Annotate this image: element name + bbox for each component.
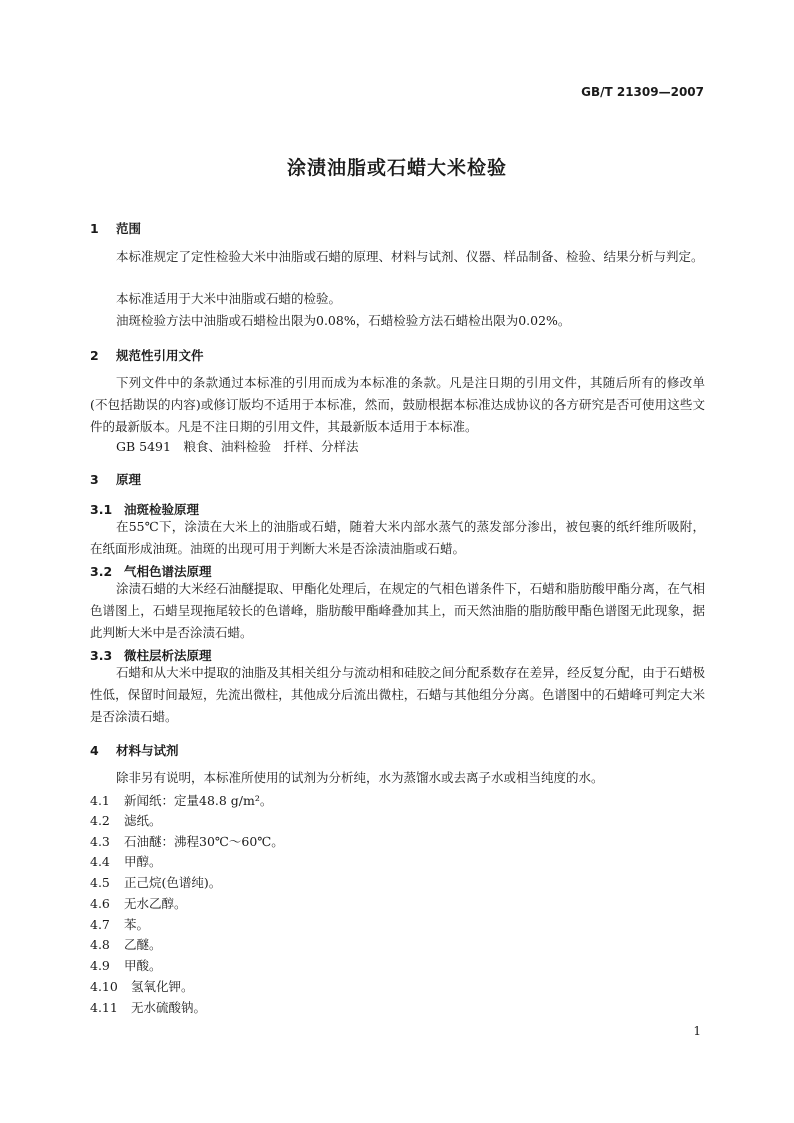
- list-item: [90, 791, 272, 811]
- section-heading-normative-references: [90, 346, 204, 364]
- paragraph: 除非另有说明，本标准所使用的试剂为分析纯，水为蒸馏水或去离子水或相当纯度的水。: [116, 770, 604, 785]
- item-number: 4.5: [90, 875, 110, 890]
- paragraph: 在55℃下，涂渍在大米上的油脂或石蜡，随着大米内部水蒸气的蒸发部分渗出，被包裹的纸纤维所吸附，在纸面形成油斑。油斑的出现可用于判断大米是否涂渍油脂或石蜡。: [90, 519, 705, 556]
- paragraph: 涂渍石蜡的大米经石油醚提取、甲酯化处理后，在规定的气相色谱条件下，石蜡和脂肪酸甲酯分离，在气相色谱图上，石蜡呈现拖尾较长的色谱峰，脂肪酸甲酯峰叠加其上，而天然油脂的脂肪酸甲酯色谱图无此现象，据此判断大米中是否涂渍石蜡。: [90, 581, 705, 640]
- section-number: 4: [90, 743, 99, 758]
- section-heading-materials-reagents: [90, 741, 179, 759]
- item-text: 氢氧化钾。: [131, 979, 194, 994]
- section-title: 范围: [116, 221, 142, 236]
- item-text: 正己烷(色谱纯)。: [124, 875, 222, 890]
- item-number: 4.4: [90, 854, 110, 869]
- item-number: 4.2: [90, 813, 110, 828]
- section-number: 2: [90, 348, 99, 363]
- list-item: [90, 873, 221, 893]
- section-title: 原理: [116, 472, 142, 487]
- paragraph: 石蜡和从大米中提取的油脂及其相关组分与流动相和硅胶之间分配系数存在差异，经反复分配，由于石蜡极性低，保留时间最短，先流出微柱，其他成分后流出微柱，石蜡与其他组分分离。色谱图中的石蜡峰可判定大米是否涂渍石蜡。: [90, 665, 705, 724]
- list-item: [90, 832, 284, 852]
- page-number: 1: [693, 1024, 701, 1038]
- section-heading-principle: [90, 470, 141, 488]
- paragraph: 油斑检验方法中油脂或石蜡检出限为0.08%，石蜡检验方法石蜡检出限为0.02%。: [116, 313, 571, 328]
- item-text: 新闻纸：定量48.8 g/m²。: [124, 793, 273, 808]
- subsection-number: 3.1: [90, 502, 113, 517]
- reference-entry: GB 5491 粮食、油料检验 扦样、分样法: [116, 439, 359, 454]
- paragraph: 本标准适用于大米中油脂或石蜡的检验。: [116, 291, 342, 306]
- subsection-title: 油斑检验原理: [124, 502, 200, 517]
- item-number: 4.9: [90, 958, 110, 973]
- list-item: [90, 915, 149, 935]
- list-item: [90, 998, 206, 1018]
- section-title: 材料与试剂: [116, 743, 179, 758]
- item-text: 乙醚。: [124, 937, 162, 952]
- item-number: 4.3: [90, 834, 110, 849]
- list-item: [90, 935, 162, 955]
- item-number: 4.11: [90, 1000, 118, 1015]
- paragraph: 下列文件中的条款通过本标准的引用而成为本标准的条款。凡是注日期的引用文件，其随后所有的修改单(不包括勘误的内容)或修订版均不适用于本标准，然而，鼓励根据本标准达成协议的各方研究是否可使用这些文件的最新版本。凡是不注日期的引用文件，其最新版本适用于本标准。: [90, 375, 705, 434]
- list-item: [90, 852, 162, 872]
- list-item: [90, 977, 194, 997]
- item-number: 4.6: [90, 896, 110, 911]
- section-number: 1: [90, 221, 99, 236]
- item-text: 滤纸。: [124, 813, 162, 828]
- item-text: 甲醇。: [124, 854, 162, 869]
- item-number: 4.8: [90, 937, 110, 952]
- item-number: 4.1: [90, 793, 110, 808]
- document-title: 涂渍油脂或石蜡大米检验: [286, 157, 507, 179]
- item-text: 无水乙醇。: [124, 896, 187, 911]
- standard-code: GB/T 21309—2007: [581, 85, 704, 99]
- subsection-number: 3.3: [90, 648, 113, 663]
- item-text: 无水硫酸钠。: [131, 1000, 207, 1015]
- list-item: [90, 894, 187, 914]
- item-number: 4.10: [90, 979, 118, 994]
- item-text: 甲酸。: [124, 958, 162, 973]
- section-heading-scope: [90, 219, 141, 237]
- section-number: 3: [90, 472, 99, 487]
- list-item: [90, 956, 162, 976]
- subsection-title: 气相色谱法原理: [124, 564, 212, 579]
- subsection-title: 微柱层析法原理: [124, 648, 212, 663]
- paragraph: 本标准规定了定性检验大米中油脂或石蜡的原理、材料与试剂、仪器、样品制备、检验、结果分析与判定。: [116, 249, 704, 264]
- list-item: [90, 811, 162, 831]
- item-text: 石油醚：沸程30℃～60℃。: [124, 834, 284, 849]
- item-number: 4.7: [90, 917, 110, 932]
- subsection-number: 3.2: [90, 564, 113, 579]
- section-title: 规范性引用文件: [116, 348, 204, 363]
- item-text: 苯。: [124, 917, 150, 932]
